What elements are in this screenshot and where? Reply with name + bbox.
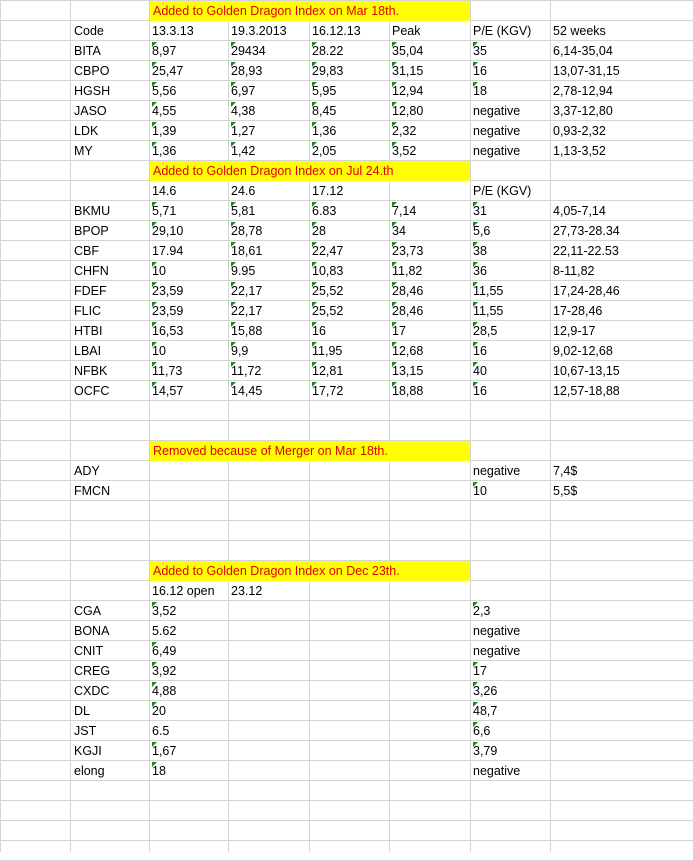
banner-removed-merger-text: Removed because of Merger on Mar 18th.: [153, 444, 388, 458]
ticker-code[interactable]: elong: [74, 764, 105, 778]
data-cell[interactable]: 18,88: [392, 381, 423, 401]
data-cell[interactable]: 31,15: [392, 61, 423, 81]
data-cell[interactable]: 6.83: [312, 201, 336, 221]
data-cell[interactable]: 9,9: [231, 341, 248, 361]
ticker-code[interactable]: BKMU: [74, 204, 111, 218]
data-cell[interactable]: 9,02-12,68: [553, 344, 613, 358]
ticker-code[interactable]: BONA: [74, 624, 110, 638]
data-cell[interactable]: 14,45: [231, 381, 262, 401]
data-cell[interactable]: 5,95: [312, 81, 336, 101]
data-cell[interactable]: 0,93-2,32: [553, 124, 606, 138]
data-cell[interactable]: 2,32: [392, 121, 416, 141]
data-cell[interactable]: 28,5: [473, 321, 497, 341]
data-cell[interactable]: 11,95: [312, 341, 342, 361]
data-cell[interactable]: 5,5$: [553, 484, 578, 498]
data-cell[interactable]: negative: [473, 124, 521, 138]
grid-row-line: [0, 520, 693, 521]
data-cell[interactable]: 17-28,46: [553, 304, 603, 318]
data-cell[interactable]: 4,55: [152, 101, 176, 121]
grid-row-line: [0, 740, 693, 741]
grid-row-line: [0, 720, 693, 721]
data-cell[interactable]: 6,14-35,04: [553, 44, 613, 58]
data-cell[interactable]: 4,88: [152, 681, 176, 701]
data-cell[interactable]: 23,59: [152, 301, 183, 321]
data-cell[interactable]: 11,72: [231, 361, 261, 381]
ticker-code[interactable]: FLIC: [74, 304, 102, 318]
data-cell[interactable]: 5.62: [152, 624, 177, 638]
data-cell[interactable]: 8-11,82: [553, 264, 595, 278]
grid-row-line: [0, 540, 693, 541]
data-cell[interactable]: 12,81: [312, 361, 343, 381]
ticker-code[interactable]: HGSH: [74, 84, 111, 98]
ticker-code[interactable]: OCFC: [74, 384, 110, 398]
data-cell[interactable]: 6,6: [473, 721, 490, 741]
data-cell[interactable]: negative: [473, 104, 521, 118]
ticker-code[interactable]: KGJI: [74, 744, 102, 758]
ticker-code[interactable]: CBF: [74, 244, 99, 258]
header-cell[interactable]: 24.6: [231, 184, 256, 198]
data-cell[interactable]: 12,68: [392, 341, 423, 361]
data-cell[interactable]: 10: [152, 341, 166, 361]
data-cell[interactable]: 11,73: [152, 361, 182, 381]
banner-mar-18-text: Added to Golden Dragon Index on Mar 18th.: [153, 4, 399, 18]
data-cell[interactable]: 3,26: [473, 681, 497, 701]
data-cell[interactable]: 11,55: [473, 301, 503, 321]
data-cell[interactable]: 5,81: [231, 201, 255, 221]
data-cell[interactable]: 2,05: [312, 141, 336, 161]
data-cell[interactable]: 28,93: [231, 61, 262, 81]
data-cell[interactable]: 3,52: [392, 141, 416, 161]
data-cell[interactable]: 22,17: [231, 301, 262, 321]
ticker-code[interactable]: NFBK: [74, 364, 108, 378]
data-cell[interactable]: 14,57: [152, 381, 183, 401]
data-cell[interactable]: 6,49: [152, 641, 176, 661]
header-cell[interactable]: 23.12: [231, 584, 263, 598]
data-cell[interactable]: 16: [312, 321, 326, 341]
data-cell[interactable]: 15,88: [231, 321, 262, 341]
data-cell[interactable]: 12,9-17: [553, 324, 596, 338]
data-cell[interactable]: 17: [392, 321, 406, 341]
header-cell[interactable]: 16.12 open: [152, 584, 215, 598]
data-cell[interactable]: 3,37-12,80: [553, 104, 613, 118]
data-cell[interactable]: 16: [473, 61, 487, 81]
data-cell[interactable]: 28.22: [312, 41, 343, 61]
data-cell[interactable]: 20: [152, 701, 166, 721]
data-cell[interactable]: 25,52: [312, 281, 343, 301]
ticker-code[interactable]: LBAI: [74, 344, 102, 358]
data-cell[interactable]: 18,61: [231, 241, 262, 261]
data-cell[interactable]: 28,46: [392, 301, 423, 321]
data-cell[interactable]: 29,83: [312, 61, 343, 81]
data-cell[interactable]: 10,83: [312, 261, 343, 281]
data-cell[interactable]: 13,07-31,15: [553, 64, 620, 78]
data-cell[interactable]: 23,59: [152, 281, 183, 301]
data-cell[interactable]: 23,73: [392, 241, 423, 261]
ticker-code[interactable]: ADY: [74, 464, 100, 478]
data-cell[interactable]: 17: [473, 661, 487, 681]
data-cell[interactable]: 40: [473, 361, 487, 381]
grid-column-line: [70, 0, 71, 852]
data-cell[interactable]: 22,17: [231, 281, 262, 301]
data-cell[interactable]: 29,10: [152, 221, 183, 241]
grid-row-line: [0, 420, 693, 421]
banner-removed-merger[interactable]: [150, 441, 470, 461]
data-cell[interactable]: 5,71: [152, 201, 176, 221]
data-cell[interactable]: 25,52: [312, 301, 343, 321]
data-cell[interactable]: 16: [473, 341, 487, 361]
data-cell[interactable]: 12,94: [392, 81, 423, 101]
header-cell[interactable]: Code: [74, 24, 104, 38]
data-cell[interactable]: 31: [473, 201, 487, 221]
grid-column-line: [149, 0, 150, 852]
header-cell[interactable]: 13.3.13: [152, 24, 194, 38]
data-cell[interactable]: 38: [473, 241, 487, 261]
banner-mar-18[interactable]: [150, 1, 470, 21]
data-cell[interactable]: 7,4$: [553, 464, 578, 478]
data-cell[interactable]: 1,39: [152, 121, 176, 141]
data-cell[interactable]: 22,47: [312, 241, 343, 261]
header-cell[interactable]: 14.6: [152, 184, 177, 198]
ticker-code[interactable]: JST: [74, 724, 97, 738]
data-cell[interactable]: 6.5: [152, 724, 170, 738]
data-cell[interactable]: 35: [473, 41, 487, 61]
data-cell[interactable]: 9.95: [231, 261, 255, 281]
ticker-code[interactable]: BITA: [74, 44, 101, 58]
data-cell[interactable]: 35,04: [392, 41, 423, 61]
data-cell[interactable]: 2,3: [473, 601, 490, 621]
header-cell[interactable]: 17.12: [312, 184, 344, 198]
data-cell[interactable]: 36: [473, 261, 487, 281]
data-cell[interactable]: 5,6: [473, 221, 490, 241]
data-cell[interactable]: 16: [473, 381, 487, 401]
data-cell[interactable]: 28: [312, 221, 326, 241]
data-cell[interactable]: 4,38: [231, 101, 255, 121]
grid-column-line: [470, 0, 471, 852]
data-cell[interactable]: 28,46: [392, 281, 423, 301]
grid-row-line: [0, 600, 693, 601]
data-cell[interactable]: 48,7: [473, 701, 497, 721]
data-cell[interactable]: 17.94: [152, 244, 184, 258]
ticker-code[interactable]: BPOP: [74, 224, 109, 238]
header-cell[interactable]: P/E (KGV): [473, 24, 532, 38]
banner-jul-24-text: Added to Golden Dragon Index on Jul 24.th: [153, 164, 394, 178]
data-cell[interactable]: 2,78-12,94: [553, 84, 613, 98]
data-cell[interactable]: negative: [473, 764, 521, 778]
data-cell[interactable]: 22,11-22.53: [553, 244, 619, 258]
ticker-code[interactable]: CREG: [74, 664, 111, 678]
data-cell[interactable]: 4,05-7,14: [553, 204, 606, 218]
data-cell[interactable]: 7,14: [392, 201, 416, 221]
data-cell[interactable]: 12,57-18,88: [553, 384, 620, 398]
ticker-code[interactable]: HTBI: [74, 324, 103, 338]
data-cell[interactable]: 29434: [231, 41, 266, 61]
ticker-code[interactable]: FMCN: [74, 484, 111, 498]
data-cell[interactable]: 17,24-28,46: [553, 284, 620, 298]
ticker-code[interactable]: DL: [74, 704, 90, 718]
data-cell[interactable]: 1,42: [231, 141, 255, 161]
data-cell[interactable]: 1,13-3,52: [553, 144, 606, 158]
grid-column-line: [309, 0, 310, 852]
ticker-code[interactable]: CBPO: [74, 64, 110, 78]
grid-column-line: [228, 0, 229, 852]
data-cell[interactable]: 1,67: [152, 741, 176, 761]
data-cell[interactable]: 10,67-13,15: [553, 364, 620, 378]
ticker-code[interactable]: CXDC: [74, 684, 110, 698]
ticker-code[interactable]: JASO: [74, 104, 107, 118]
data-cell[interactable]: 3,92: [152, 661, 176, 681]
data-cell[interactable]: 3,52: [152, 601, 176, 621]
grid-column-line: [550, 0, 551, 852]
ticker-code[interactable]: CHFN: [74, 264, 109, 278]
data-cell[interactable]: 11,82: [392, 261, 422, 281]
data-cell[interactable]: negative: [473, 464, 521, 478]
banner-dec-23[interactable]: [150, 561, 470, 581]
header-cell[interactable]: P/E (KGV): [473, 184, 532, 198]
data-cell[interactable]: 12,80: [392, 101, 423, 121]
header-cell[interactable]: Peak: [392, 24, 421, 38]
data-cell[interactable]: 11,55: [473, 281, 503, 301]
ticker-code[interactable]: FDEF: [74, 284, 107, 298]
data-cell[interactable]: 18: [152, 761, 166, 781]
data-cell[interactable]: 1,36: [312, 121, 336, 141]
data-cell[interactable]: 16,53: [152, 321, 183, 341]
data-cell[interactable]: 8,97: [152, 41, 176, 61]
data-cell[interactable]: 27,73-28.34: [553, 224, 620, 238]
grid-row-line: [0, 840, 693, 841]
grid-row-line: [0, 820, 693, 821]
header-cell[interactable]: 52 weeks: [553, 24, 606, 38]
data-cell[interactable]: 25,47: [152, 61, 183, 81]
data-cell[interactable]: negative: [473, 644, 521, 658]
data-cell[interactable]: negative: [473, 624, 521, 638]
ticker-code[interactable]: LDK: [74, 124, 99, 138]
data-cell[interactable]: 28,78: [231, 221, 262, 241]
data-cell[interactable]: 1,36: [152, 141, 176, 161]
data-cell[interactable]: 1,27: [231, 121, 255, 141]
data-cell[interactable]: 17,72: [312, 381, 343, 401]
ticker-code[interactable]: MY: [74, 144, 93, 158]
header-cell[interactable]: 19.3.2013: [231, 24, 287, 38]
data-cell[interactable]: 5,56: [152, 81, 176, 101]
data-cell[interactable]: 34: [392, 221, 406, 241]
ticker-code[interactable]: CGA: [74, 604, 102, 618]
data-cell[interactable]: 3,79: [473, 741, 497, 761]
data-cell[interactable]: 10: [473, 481, 487, 501]
data-cell[interactable]: 10: [152, 261, 166, 281]
grid-row-line: [0, 800, 693, 801]
grid-column-line: [389, 0, 390, 852]
banner-jul-24[interactable]: [150, 161, 470, 181]
header-cell[interactable]: 16.12.13: [312, 24, 361, 38]
data-cell[interactable]: 6,97: [231, 81, 255, 101]
data-cell[interactable]: 18: [473, 81, 487, 101]
data-cell[interactable]: negative: [473, 144, 521, 158]
data-cell[interactable]: 13,15: [392, 361, 423, 381]
data-cell[interactable]: 8,45: [312, 101, 336, 121]
banner-dec-23-text: Added to Golden Dragon Index on Dec 23th.: [153, 564, 400, 578]
ticker-code[interactable]: CNIT: [74, 644, 104, 658]
